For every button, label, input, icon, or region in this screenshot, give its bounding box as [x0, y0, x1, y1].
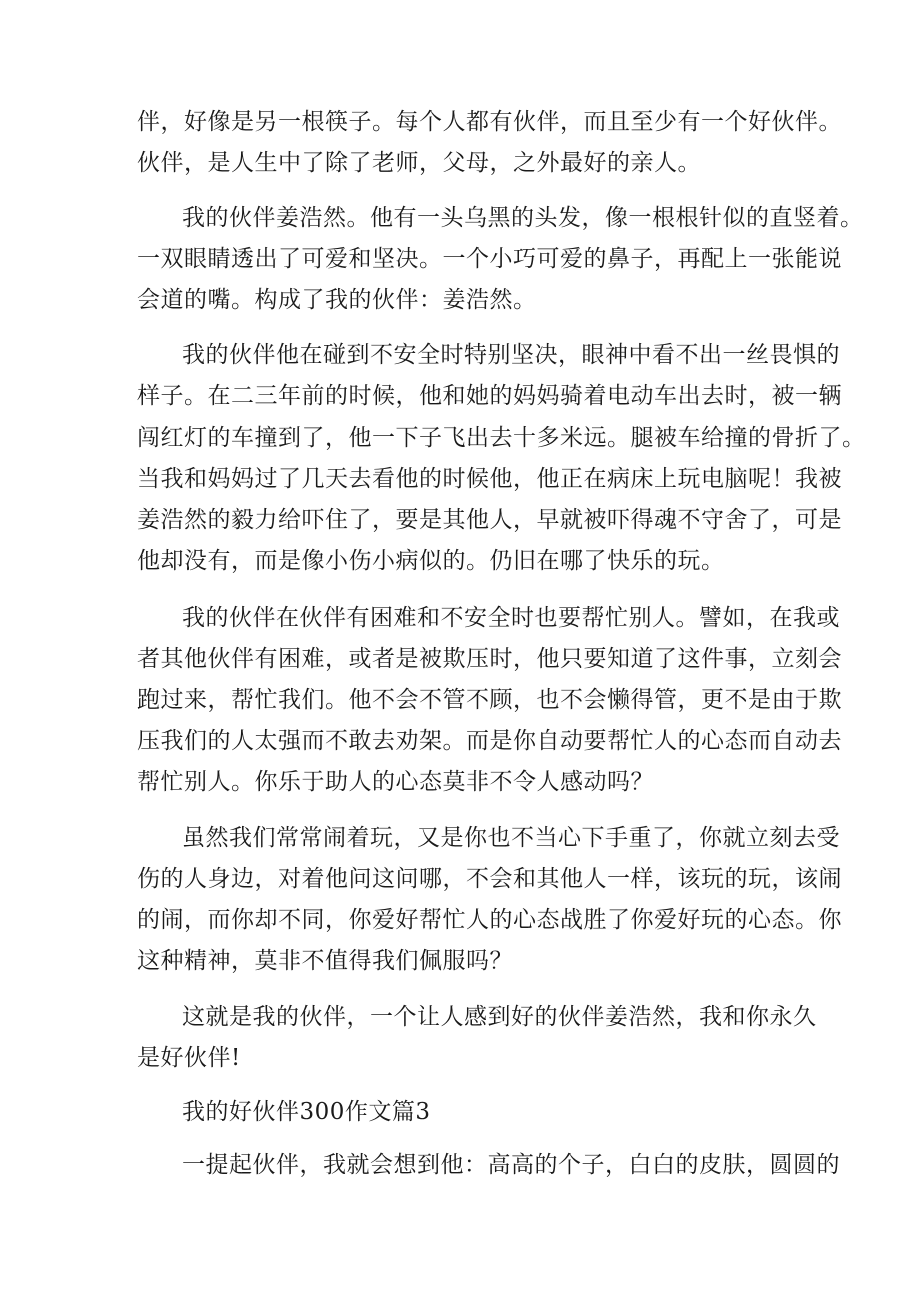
paragraph-3-line-5: 姜浩然的毅力给吓住了，要是其他人，早就被吓得魂不守舍了，可是	[137, 507, 842, 533]
paragraph-5-line-1: 虽然我们常常闹着玩，又是你也不当心下手重了，你就立刻去受	[182, 825, 840, 851]
paragraph-2-line-3: 会道的嘴。构成了我的伙伴：姜浩然。	[137, 287, 537, 313]
paragraph-1-line-1: 伴，好像是另一根筷子。每个人都有伙伴，而且至少有一个好伙伴。	[137, 109, 842, 135]
paragraph-5-line-3: 的闹，而你却不同，你爱好帮忙人的心态战胜了你爱好玩的心态。你	[137, 907, 842, 933]
section-heading: 我的好伙伴300作文篇3	[182, 1099, 431, 1125]
paragraph-2-line-2: 一双眼睛透出了可爱和坚决。一个小巧可爱的鼻子，再配上一张能说	[137, 246, 842, 272]
paragraph-4-line-2: 者其他伙伴有困难，或者是被欺压时，他只要知道了这件事，立刻会	[137, 646, 842, 672]
paragraph-6-line-2: 是好伙伴!	[137, 1045, 241, 1071]
paragraph-4-line-5: 帮忙别人。你乐于助人的心态莫非不令人感动吗？	[137, 769, 654, 795]
paragraph-7-line-1: 一提起伙伴，我就会想到他：高高的个子，白白的皮肤，圆圆的	[182, 1152, 840, 1178]
paragraph-3-line-4: 当我和妈妈过了几天去看他的时候他，他正在病床上玩电脑呢！我被	[137, 466, 842, 492]
paragraph-6-line-1: 这就是我的伙伴，一个让人感到好的伙伴姜浩然，我和你永久	[182, 1004, 817, 1030]
paragraph-2-line-1: 我的伙伴姜浩然。他有一头乌黑的头发，像一根根针似的直竖着。	[182, 205, 864, 231]
paragraph-4-line-1: 我的伙伴在伙伴有困难和不安全时也要帮忙别人。譬如，在我或	[182, 605, 840, 631]
paragraph-3-line-1: 我的伙伴他在碰到不安全时特别坚决，眼神中看不出一丝畏惧的	[182, 342, 840, 368]
paragraph-4-line-4: 压我们的人太强而不敢去劝架。而是你自动要帮忙人的心态而自动去	[137, 728, 842, 754]
paragraph-5-line-2: 伤的人身边，对着他问这问哪，不会和其他人一样，该玩的玩，该闹	[137, 866, 842, 892]
paragraph-5-line-4: 这种精神，莫非不值得我们佩服吗？	[137, 948, 513, 974]
paragraph-1-line-2: 伙伴，是人生中了除了老师，父母，之外最好的亲人。	[137, 150, 701, 176]
paragraph-4-line-3: 跑过来，帮忙我们。他不会不管不顾，也不会懒得管，更不是由于欺	[137, 687, 842, 713]
paragraph-3-line-3: 闯红灯的车撞到了，他一下子飞出去十多米远。腿被车给撞的骨折了。	[137, 425, 866, 451]
paragraph-3-line-6: 他却没有，而是像小伤小病似的。仍旧在哪了快乐的玩。	[137, 548, 725, 574]
paragraph-3-line-2: 样子。在二三年前的时候，他和她的妈妈骑着电动车出去时，被一辆	[137, 383, 842, 409]
